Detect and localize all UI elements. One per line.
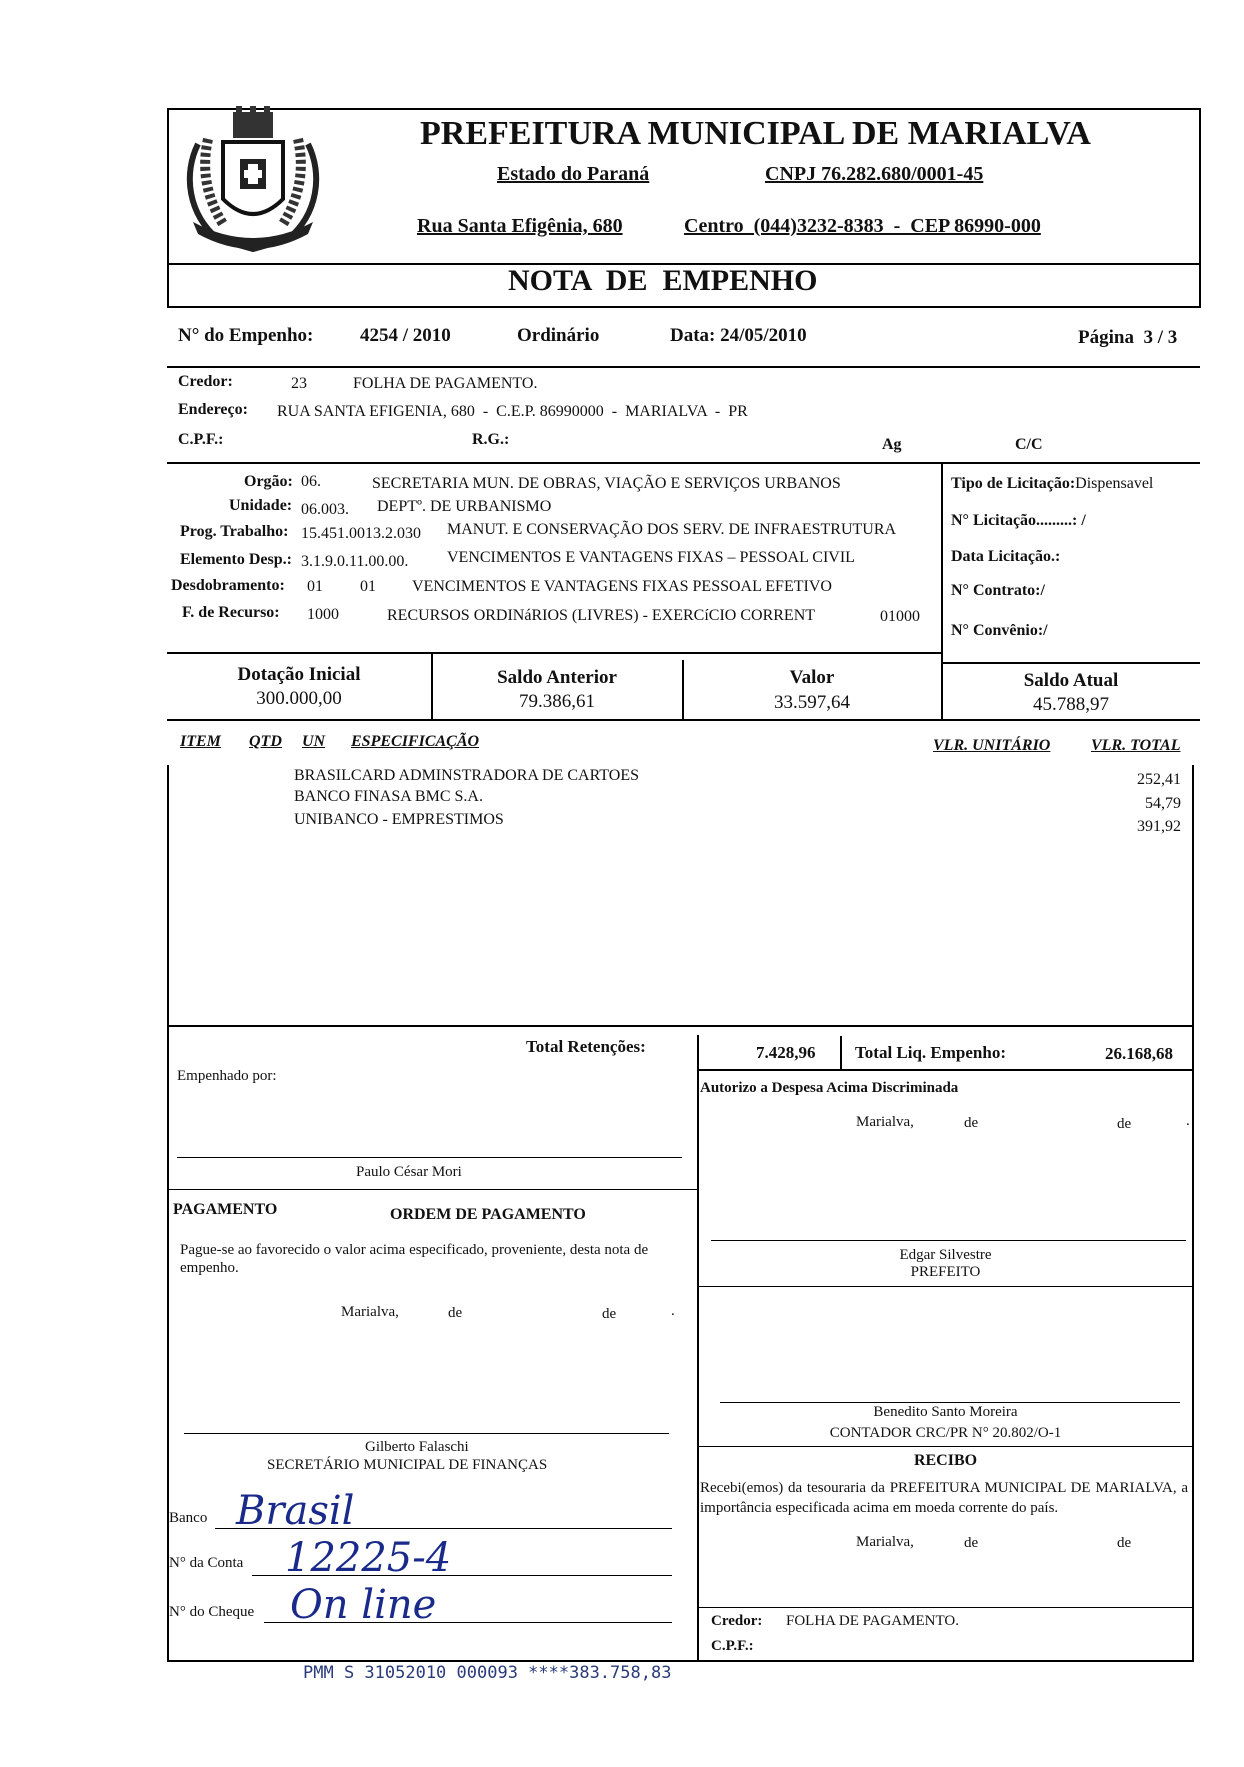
autorizo-label: Autorizo a Despesa Acima Discriminada bbox=[700, 1080, 959, 1096]
conta-label: N° da Conta bbox=[169, 1555, 244, 1571]
empenho-number: 4254 / 2010 bbox=[360, 325, 451, 346]
prefeito-cargo: PREFEITO bbox=[910, 1264, 981, 1280]
ag-label: Ag bbox=[882, 436, 902, 453]
liq-label: Total Liq. Empenho: bbox=[855, 1043, 1006, 1062]
saldo-atual-label: Saldo Atual bbox=[1023, 670, 1119, 691]
credor-name: FOLHA DE PAGAMENTO. bbox=[353, 375, 538, 392]
desd-label: Desdobramento: bbox=[171, 577, 285, 594]
rule bbox=[167, 366, 1200, 368]
saldo-anterior-label: Saldo Anterior bbox=[497, 667, 617, 688]
rule bbox=[697, 1446, 1194, 1447]
empenhado-nome: Paulo César Mori bbox=[356, 1164, 462, 1180]
credor-address: RUA SANTA EFIGENIA, 680 - C.E.P. 86990000 - MARIALVA - PR bbox=[277, 403, 748, 420]
de-recibo-1: de bbox=[964, 1535, 979, 1551]
liq-value: 26.168,68 bbox=[1105, 1044, 1173, 1063]
secretario-cargo: SECRETÁRIO MUNICIPAL DE FINANÇAS bbox=[267, 1457, 548, 1473]
prog-code: 15.451.0013.2.030 bbox=[301, 525, 421, 542]
credor-code: 23 bbox=[291, 375, 307, 392]
rule bbox=[697, 1069, 1194, 1071]
de-left-1: de bbox=[448, 1305, 463, 1321]
address-label: Rua Santa Efigênia, 680 bbox=[417, 215, 623, 237]
city-right: Marialva, bbox=[856, 1114, 914, 1130]
unidade-label: Unidade: bbox=[229, 497, 293, 514]
col-un: UN bbox=[302, 733, 326, 750]
ordem-pagamento-label: ORDEM DE PAGAMENTO bbox=[390, 1206, 586, 1223]
cpf-label: C.P.F.: bbox=[178, 431, 224, 448]
contador-nome: Benedito Santo Moreira bbox=[873, 1404, 1018, 1420]
rule bbox=[167, 1660, 1194, 1662]
empenhado-por-label: Empenhado por: bbox=[177, 1068, 277, 1084]
de-right-2: de bbox=[1117, 1116, 1132, 1132]
rule bbox=[697, 1286, 1194, 1287]
recibo-label: RECIBO bbox=[913, 1452, 978, 1469]
row-total: 252,41 bbox=[1137, 771, 1181, 788]
municipality-title: PREFEITURA MUNICIPAL DE MARIALVA bbox=[420, 115, 1091, 152]
banco-handwriting: Brasil bbox=[236, 1488, 355, 1534]
signature-line bbox=[184, 1433, 669, 1434]
cheque-handwriting: On line bbox=[290, 1582, 437, 1628]
numero-licitacao: N° Licitação.........: / bbox=[951, 512, 1086, 529]
de-left-2: de bbox=[602, 1306, 617, 1322]
dot-left: . bbox=[671, 1303, 675, 1319]
dot-right: . bbox=[1186, 1113, 1190, 1129]
pagamento-label: PAGAMENTO bbox=[173, 1201, 278, 1218]
orgao-name: SECRETARIA MUN. DE OBRAS, VIAÇÃO E SERVIÇOS URBANOS bbox=[372, 475, 841, 492]
valor-label: Valor bbox=[789, 667, 835, 688]
rule bbox=[697, 1035, 699, 1661]
rule bbox=[167, 719, 1200, 721]
rule bbox=[167, 1025, 1194, 1027]
empenho-label: N° do Empenho: bbox=[178, 325, 314, 346]
cc-label: C/C bbox=[1015, 436, 1043, 453]
document-title: NOTA DE EMPENHO bbox=[508, 264, 818, 297]
rule bbox=[167, 652, 941, 654]
state-label: Estado do Paraná bbox=[497, 163, 650, 185]
rule bbox=[1192, 765, 1194, 1661]
rule bbox=[167, 108, 169, 308]
rule bbox=[941, 463, 943, 670]
col-vlr-total: VLR. TOTAL bbox=[1091, 737, 1181, 754]
dotacao-value: 300.000,00 bbox=[256, 688, 342, 709]
recibo-credor-name: FOLHA DE PAGAMENTO. bbox=[786, 1613, 959, 1629]
col-qtd: QTD bbox=[249, 733, 282, 750]
prefeito-nome: Edgar Silvestre bbox=[899, 1247, 992, 1263]
desd-code2: 01 bbox=[360, 578, 376, 595]
fonte-label: F. de Recurso: bbox=[182, 604, 280, 621]
numero-contrato: N° Contrato:/ bbox=[951, 582, 1045, 599]
recibo-cpf-label: C.P.F.: bbox=[711, 1638, 754, 1654]
page-number: Página 3 / 3 bbox=[1078, 327, 1178, 348]
address-field-label: Endereço: bbox=[178, 401, 248, 418]
contador-cargo: CONTADOR CRC/PR N° 20.802/O-1 bbox=[829, 1425, 1062, 1441]
de-recibo-2: de bbox=[1117, 1535, 1132, 1551]
rule bbox=[840, 1036, 842, 1070]
rule bbox=[1199, 108, 1201, 308]
saldo-atual-value: 45.788,97 bbox=[1033, 694, 1109, 715]
col-vlr-unitario: VLR. UNITÁRIO bbox=[933, 737, 1051, 754]
banco-label: Banco bbox=[169, 1510, 208, 1526]
orgao-label: Orgão: bbox=[244, 473, 293, 490]
signature-line bbox=[720, 1402, 1180, 1403]
table-row: BANCO FINASA BMC S.A. bbox=[294, 788, 483, 805]
credor-label: Credor: bbox=[178, 373, 233, 390]
elem-label: Elemento Desp.: bbox=[180, 551, 292, 568]
row-total: 391,92 bbox=[1137, 818, 1181, 835]
rule bbox=[167, 306, 1200, 308]
recibo-text: Recebi(emos) da tesouraria da PREFEITURA MUNICIPAL DE MARIALVA, a importância especificada acima em moeda corrente do país. bbox=[700, 1480, 1188, 1516]
table-row: UNIBANCO - EMPRESTIMOS bbox=[294, 811, 504, 828]
empenho-type: Ordinário bbox=[517, 325, 600, 346]
pague-text: Pague-se ao favorecido o valor acima especificado, proveniente, desta nota de empenho. bbox=[180, 1242, 649, 1276]
col-especificacao: ESPECIFICAÇÃO bbox=[351, 733, 480, 750]
fonte-name: RECURSOS ORDINáRIOS (LIVRES) - EXERCíCIO CORRENT bbox=[387, 607, 816, 624]
de-right-1: de bbox=[964, 1115, 979, 1131]
signature-line bbox=[711, 1240, 1186, 1241]
secretario-nome: Gilberto Falaschi bbox=[365, 1439, 469, 1455]
prog-name: MANUT. E CONSERVAÇÃO DOS SERV. DE INFRAESTRUTURA bbox=[447, 521, 897, 538]
recibo-credor-label: Credor: bbox=[711, 1613, 763, 1629]
fonte-code: 1000 bbox=[307, 606, 339, 623]
rule bbox=[167, 462, 1200, 464]
city-left: Marialva, bbox=[341, 1304, 399, 1320]
conta-handwriting: 12225-4 bbox=[285, 1535, 452, 1581]
cheque-label: N° do Cheque bbox=[169, 1604, 255, 1620]
rg-label: R.G.: bbox=[472, 431, 510, 448]
orgao-code: 06. bbox=[301, 473, 321, 490]
prog-label: Prog. Trabalho: bbox=[180, 523, 289, 540]
machine-stamp: PMM S 31052010 000093 ****383.758,83 bbox=[303, 1663, 672, 1683]
retencoes-label: Total Retenções: bbox=[526, 1037, 646, 1056]
row-total: 54,79 bbox=[1145, 795, 1181, 812]
tipo-licitacao: Tipo de Licitação:Dispensavel bbox=[951, 475, 1154, 492]
rule bbox=[167, 1189, 697, 1190]
rule bbox=[697, 1607, 1194, 1608]
desd-code1: 01 bbox=[307, 578, 323, 595]
desd-name: VENCIMENTOS E VANTAGENS FIXAS PESSOAL EFETIVO bbox=[412, 578, 832, 595]
cnpj-label: CNPJ 76.282.680/0001-45 bbox=[765, 163, 984, 185]
col-item: ITEM bbox=[180, 733, 221, 750]
empenho-date: Data: 24/05/2010 bbox=[670, 325, 807, 346]
data-licitacao: Data Licitação.: bbox=[951, 548, 1061, 565]
numero-convenio: N° Convênio:/ bbox=[951, 622, 1048, 639]
elem-code: 3.1.9.0.11.00.00. bbox=[301, 553, 409, 570]
city-recibo: Marialva, bbox=[856, 1534, 914, 1550]
saldo-anterior-value: 79.386,61 bbox=[519, 691, 595, 712]
fonte-code2: 01000 bbox=[880, 608, 920, 625]
valor-value: 33.597,64 bbox=[774, 692, 850, 713]
coat-of-arms-logo bbox=[178, 104, 328, 254]
dotacao-label: Dotação Inicial bbox=[237, 664, 361, 685]
unidade-name: DEPTº. DE URBANISMO bbox=[377, 498, 552, 515]
elem-name: VENCIMENTOS E VANTAGENS FIXAS – PESSOAL CIVIL bbox=[447, 549, 855, 566]
signature-line bbox=[177, 1157, 682, 1158]
unidade-code: 06.003. bbox=[301, 501, 349, 518]
address-contact: Centro (044)3232-8383 - CEP 86990-000 bbox=[684, 215, 1041, 237]
retencoes-value: 7.428,96 bbox=[756, 1043, 816, 1062]
table-row: BRASILCARD ADMINSTRADORA DE CARTOES bbox=[294, 767, 640, 784]
rule bbox=[941, 662, 1200, 664]
